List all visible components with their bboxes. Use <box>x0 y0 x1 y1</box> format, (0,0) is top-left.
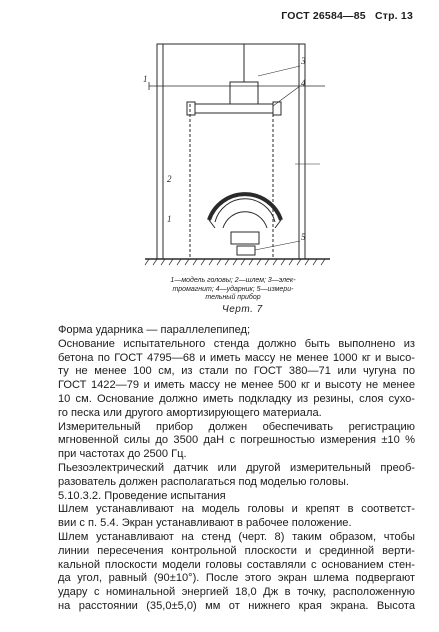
paragraph <box>58 324 415 338</box>
stand-frame <box>157 44 305 259</box>
electromagnet <box>230 82 258 104</box>
text-line: Пьезоэлектрический датчик или другой измерительный преоб- <box>58 461 415 474</box>
paragraph <box>58 503 415 531</box>
page-number: Стр. 13 <box>374 10 413 22</box>
text-line: на расстоянии (35,0±5,0) мм от нижнего края экрана. Высота <box>58 599 415 612</box>
helmet <box>209 194 281 220</box>
head-model <box>231 232 259 244</box>
text-line: ту не менее 100 см, из стали по ГОСТ 380—71 или чугуна по <box>58 365 415 378</box>
test-stand-svg <box>135 34 340 284</box>
text-line: Основание испытательного стенда должно быть выполнено из <box>58 337 415 350</box>
paragraph <box>58 338 415 421</box>
text-line: разователь должен располагаться под моделью головы. <box>58 475 349 488</box>
paragraph <box>58 462 415 490</box>
text-line: Форма ударника — параллелепипед; <box>58 324 251 336</box>
striker <box>195 104 273 113</box>
text-line: бетона по ГОСТ 4795—68 и иметь массу не менее 1000 кг и высо- <box>58 351 415 364</box>
text-line: при частотах до 2500 Гц. <box>58 448 187 461</box>
callout-4: 4 <box>301 78 306 88</box>
text-line: 5.10.3.2. Проведение испытания <box>58 489 226 502</box>
callout-2: 2 <box>167 174 172 184</box>
paragraph <box>58 531 415 614</box>
measuring-device <box>237 246 255 255</box>
section-heading <box>58 490 415 504</box>
test-stand-drawing <box>135 34 340 284</box>
text-line: Шлем устанавливают на стенд (черт. 8) таким образом, чтобы <box>58 530 415 543</box>
callout-1b: 1 <box>167 214 172 224</box>
text-line: линии пересечения контрольной плоскости и срединной верти- <box>58 544 415 557</box>
callout-3: 3 <box>301 56 306 66</box>
text-line: да угол, равный (90±10°). После этого экран шлема подвергают <box>58 572 415 585</box>
text-line: мгновенной силы до 3500 даН с погрешностью измерения ±10 % <box>58 434 415 447</box>
caption-line: 1—модель головы; 2—шлем; 3—элек- <box>170 277 296 284</box>
text-line: Шлем устанавливают на модель головы и крепят в соответст- <box>58 503 415 516</box>
text-line: го песка или другого амортизирующего материала. <box>58 406 322 419</box>
text-line: Измерительный прибор должен обеспечивать регистрацию <box>58 420 415 433</box>
caption-line: тромагнит; 4—ударник; 5—измери- <box>172 285 294 293</box>
text-line: ГОСТ 1422—79 и иметь массу не менее 500 кг и высоту не менее <box>58 379 415 392</box>
page-header <box>275 10 413 22</box>
body-text <box>58 324 415 614</box>
caption-line: тельный прибор <box>205 294 261 302</box>
callout-5: 5 <box>301 232 306 242</box>
paragraph <box>58 421 415 462</box>
text-line: 10 см. Основание должно иметь подкладку из резины, слоя сухо- <box>58 392 415 405</box>
figure-title: Черт. 7 <box>222 304 263 315</box>
figure-caption <box>138 277 328 303</box>
standard-number: ГОСТ 26584—85 <box>281 10 366 22</box>
callout-1: 1 <box>143 74 148 84</box>
text-line: кальной плоскости модели головы составляли с основанием стен- <box>58 558 415 571</box>
text-line: вии с п. 5.4. Экран устанавливают в рабочее положение. <box>58 517 352 530</box>
text-line: удару с номинальной энергией 18,0 Дж в точку, расположенную <box>58 586 415 599</box>
